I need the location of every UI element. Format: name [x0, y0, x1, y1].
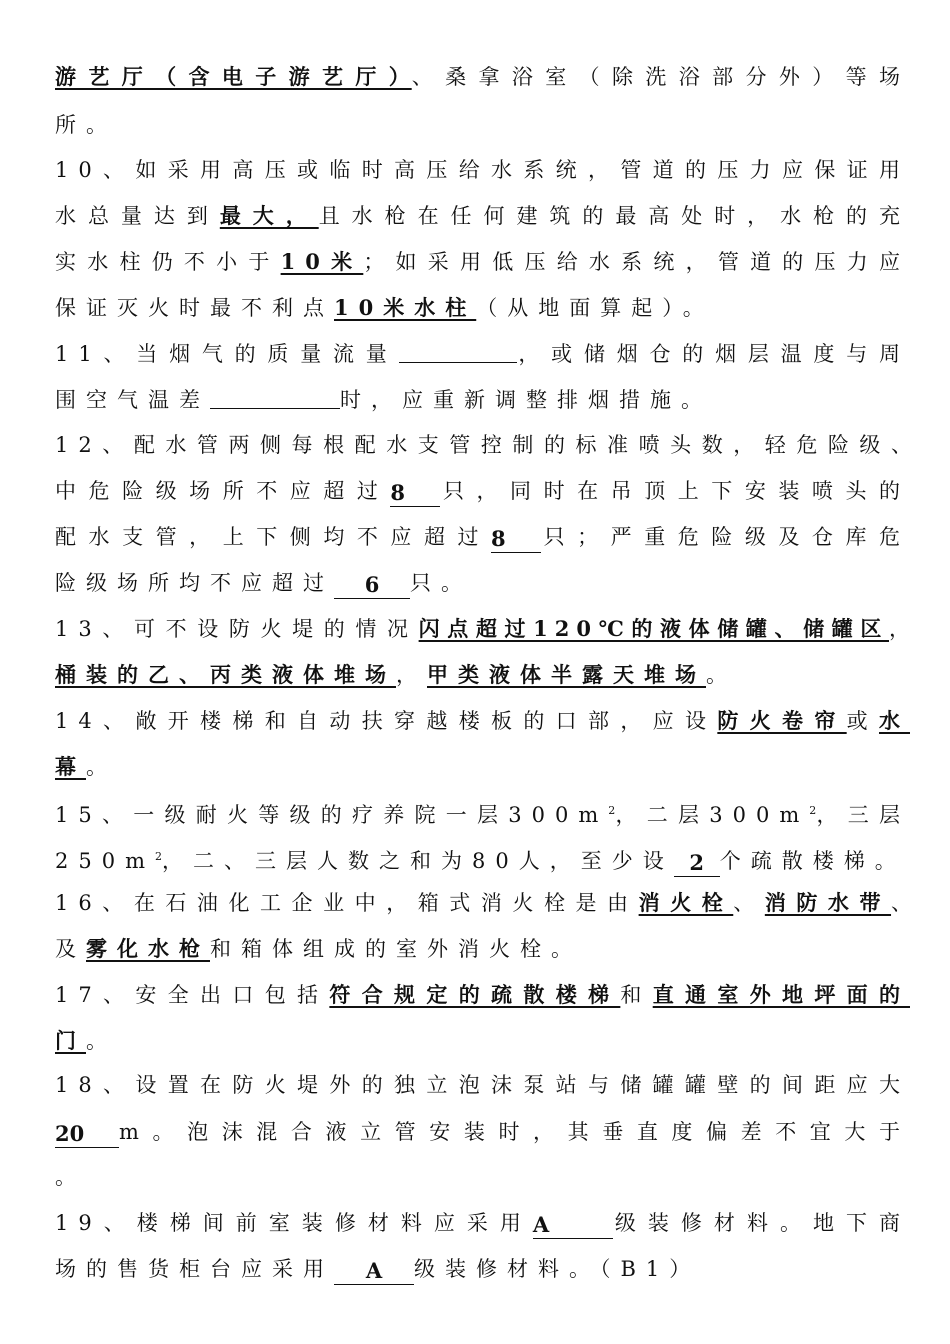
- question-17-line-1: [55, 980, 910, 1010]
- answer-value: A: [334, 1258, 414, 1285]
- text: 配水支管，上下侧均不应超过: [55, 525, 492, 549]
- text: 个疏散楼梯。: [719, 849, 906, 873]
- text: 只。: [410, 571, 472, 595]
- question-10-line-1: [55, 155, 910, 185]
- question-18-line-1: [55, 1070, 910, 1100]
- question-19-line-1: [55, 1208, 910, 1239]
- text: （从地面算起）。: [476, 296, 714, 320]
- answer-underlined: 消防水带: [764, 890, 892, 915]
- text: 12、配水管两侧每根配水支管控制的标准喷头数，轻危险级、: [55, 433, 922, 457]
- text: 10、如采用高压或临时高压给水系统，管道的压力应保证用: [55, 158, 910, 182]
- text: 中危险级场所不应超过: [55, 479, 391, 503]
- text: ，或储烟仓的烟层温度与周: [516, 342, 910, 366]
- text: 16、在石油化工企业中，箱式消火栓是由: [55, 891, 639, 915]
- text: 。: [706, 663, 737, 687]
- question-15-line-2: [55, 842, 910, 877]
- text: 。: [86, 1029, 117, 1053]
- answer-blank: [399, 340, 517, 363]
- question-13-line-1: [55, 614, 920, 644]
- text: 17、安全出口包括: [55, 983, 330, 1007]
- text: 和: [620, 983, 653, 1007]
- text: 只；严重危险级及仓库危: [541, 525, 910, 549]
- question-19-line-2: [55, 1254, 910, 1285]
- text: m。泡沫混合液立管安装时，其垂直度偏差不宜大于: [119, 1120, 910, 1144]
- text: 15、一级耐火等级的疗养院一层300m: [55, 803, 609, 827]
- text: 及: [55, 937, 86, 961]
- question-11-line-1: [55, 339, 910, 369]
- text: 所。: [55, 113, 117, 137]
- question-15-line-1: [55, 796, 910, 830]
- question-16-line-2: [55, 934, 910, 964]
- text: 场的售货柜台应采用: [55, 1257, 334, 1281]
- text: 19、楼梯间前室装修材料应采用: [55, 1211, 533, 1235]
- text: 时，应重新调整排烟措施。: [340, 388, 712, 412]
- question-18-line-2: [55, 1117, 910, 1148]
- answer-underlined: 水: [879, 708, 910, 733]
- text: 。: [55, 1165, 86, 1189]
- answer-value: 20: [55, 1121, 119, 1148]
- answer-underlined: 最大，: [219, 203, 319, 228]
- text: 只，同时在吊顶上下安装喷头的: [440, 479, 910, 503]
- text: 保证灭火时最不利点: [55, 296, 334, 320]
- question-13-line-2: [55, 660, 910, 690]
- text: 250m: [55, 849, 155, 873]
- text: 11、当烟气的质量流量: [55, 342, 399, 366]
- question-10-line-2: [55, 201, 910, 231]
- line-1: [55, 62, 910, 92]
- answer-underlined: 甲类液体半露天堆场: [427, 662, 706, 687]
- answer-underlined: 雾化水枪: [86, 936, 210, 961]
- question-18-line-3: [55, 1162, 910, 1192]
- answer-underlined: 幕: [55, 754, 86, 779]
- text: 级装修材料。地下商: [612, 1211, 910, 1235]
- text: 、: [733, 891, 765, 915]
- line-2: [55, 110, 910, 140]
- text: 和箱体组成的室外消火栓。: [210, 937, 582, 961]
- text: ；如采用低压给水系统，管道的压力应: [363, 250, 910, 274]
- question-12-line-1: [55, 430, 922, 460]
- text: ，三层: [816, 803, 910, 827]
- superscript: 2: [155, 850, 162, 863]
- answer-underlined: 桶装的乙、丙类液体堆场: [55, 662, 396, 687]
- answer-value: 2: [674, 850, 720, 877]
- superscript: 2: [809, 804, 817, 817]
- text: 且水枪在任何建筑的最高处时，水枪的充: [318, 204, 910, 228]
- answer-underlined: 10米: [280, 249, 364, 274]
- question-10-line-3: [55, 247, 910, 277]
- question-14-line-1: [55, 706, 910, 736]
- text: 或: [846, 709, 880, 733]
- answer-underlined: 消火栓: [638, 890, 734, 915]
- answer-underlined: 门: [55, 1028, 86, 1053]
- text: 13、可不设防火堤的情况: [55, 617, 419, 641]
- question-17-line-2: [55, 1026, 910, 1056]
- text: ，二、三层人数之和为80人，至少设: [162, 849, 674, 873]
- answer-value: A: [533, 1212, 613, 1239]
- question-16-line-1: [55, 888, 922, 918]
- text: 。: [86, 755, 117, 779]
- text: 围空气温差: [55, 388, 210, 412]
- answer-blank: [210, 386, 340, 409]
- text: 14、敞开楼梯和自动扶穿越楼板的口部，应设: [55, 709, 718, 733]
- text: 、: [891, 891, 922, 915]
- answer-underlined: 直通室外地坪面的: [652, 982, 910, 1007]
- text: 险级场所均不应超过: [55, 571, 334, 595]
- text: ，: [396, 663, 427, 687]
- question-12-line-3: [55, 522, 910, 553]
- text: 18、设置在防火堤外的独立泡沫泵站与储罐罐壁的间距应大: [55, 1073, 910, 1097]
- text: ，二层300m: [615, 803, 810, 827]
- text: 水总量达到: [55, 204, 220, 228]
- answer-value: 8: [390, 480, 440, 507]
- text: 实水柱仍不小于: [55, 250, 281, 274]
- answer-underlined: 符合规定的疏散楼梯: [329, 982, 621, 1007]
- text: ，: [889, 617, 920, 641]
- answer-value: 8: [491, 526, 541, 553]
- superscript: 2: [608, 804, 616, 817]
- answer-value: 6: [334, 572, 410, 599]
- answer-underlined: 防火卷帘: [717, 708, 847, 733]
- question-14-line-2: [55, 752, 910, 782]
- question-12-line-2: [55, 476, 910, 507]
- answer-underlined: 闪点超过120℃的液体储罐、储罐区: [418, 616, 889, 641]
- question-11-line-2: [55, 385, 910, 415]
- question-12-line-4: [55, 568, 910, 599]
- answer-underlined: 10米水柱: [334, 295, 477, 320]
- text: 级装修材料。（B1）: [414, 1257, 701, 1281]
- question-10-line-4: [55, 293, 910, 323]
- answer-underlined: 游艺厅（含电子游艺厅）: [55, 64, 412, 89]
- text: 、桑拿浴室（除洗浴部分外）等场: [411, 65, 910, 89]
